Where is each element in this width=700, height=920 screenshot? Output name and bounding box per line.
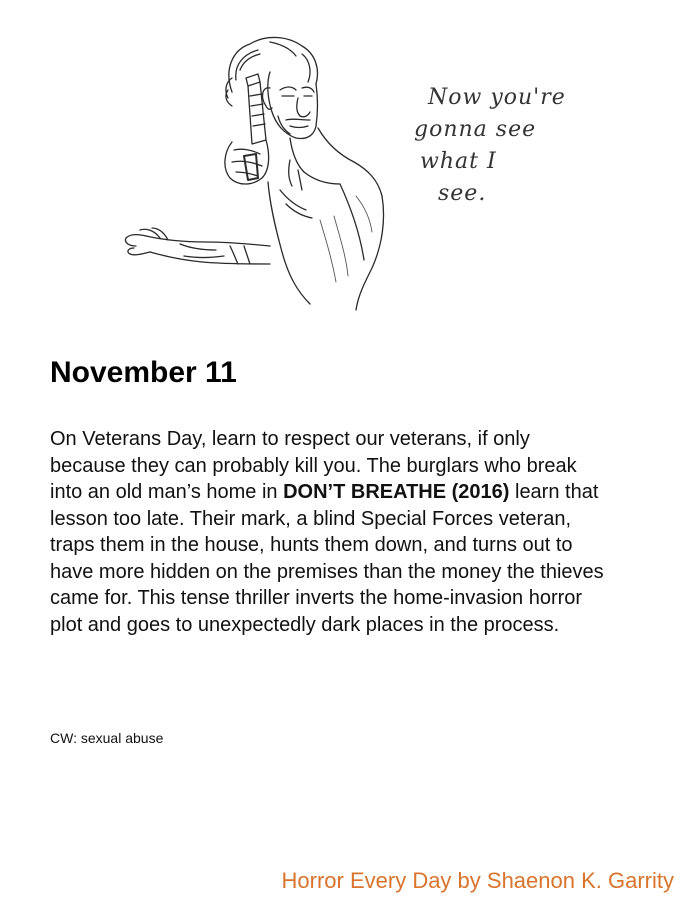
entry-date-title: November 11 xyxy=(50,356,237,389)
illustration-blind-man-with-gun xyxy=(120,20,450,320)
entry-body-text xyxy=(50,426,610,638)
open-hand-sketch xyxy=(125,235,150,255)
content-warning: CW: sexual abuse xyxy=(50,730,164,746)
speech-line-3: what I xyxy=(420,149,497,174)
speech-line-4: see. xyxy=(438,181,487,206)
outstretched-arm-sketch xyxy=(146,236,270,246)
footer-credit: Horror Every Day by Shaenon K. Garrity xyxy=(281,868,674,893)
speech-line-2: gonna see xyxy=(414,117,537,142)
entry-text-part-2: learn that lesson too late. Their mark, a blind Special Forces veteran, traps them in the house, hunts them down, and turns out to have more hidden on the premises than the money the thieves came for. This tense thriller inverts the home-invasion horror plot and goes to unexpectedly dark places in the process. xyxy=(50,481,604,636)
speech-text xyxy=(412,82,582,210)
movie-title: DON’T BREATHE (2016) xyxy=(283,481,510,503)
speech-line-1: Now you're xyxy=(428,85,566,110)
face-sketch xyxy=(268,72,318,139)
entry-text-part-1: On Veterans Day, learn to respect our veterans, if only because they can probably kill you. The burglars who break into an old man’s home in xyxy=(50,428,577,503)
